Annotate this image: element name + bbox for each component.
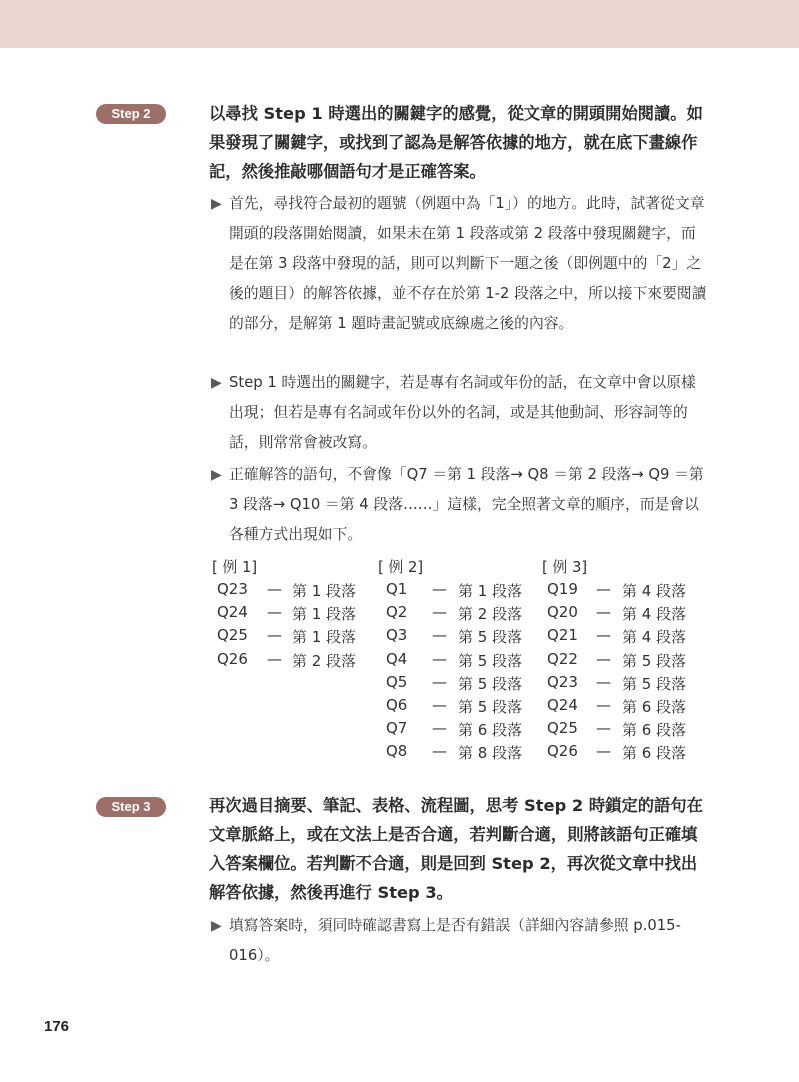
header-band bbox=[0, 0, 799, 48]
question-number: Q3 bbox=[386, 626, 408, 645]
paragraph-ref: 第 2 段落 bbox=[458, 605, 523, 624]
paragraph-ref: 第 5 段落 bbox=[458, 628, 523, 647]
step-2-badge: Step 2 bbox=[96, 104, 166, 124]
question-number: Q23 bbox=[547, 672, 578, 691]
dash: — bbox=[596, 580, 611, 598]
step-2-bullet-3 bbox=[211, 460, 707, 550]
paragraph-ref: 第 1 段落 bbox=[292, 605, 357, 624]
question-number: Q25 bbox=[217, 626, 248, 645]
triangle-right-icon: ▶ bbox=[211, 196, 222, 212]
question-number: Q2 bbox=[386, 603, 408, 622]
bullet-text: 首先，尋找符合最初的題號（例題中為「1」）的地方。此時，試著從文章開頭的段落開始閱讀，如果未在第 1 段落或第 2 段落中發現關鍵字，而是在第 3 段落中發現的話，則可以判斷下一題之後（即例題中的「2」之後的題目）的解答依據，並不存在於第 1-2 段落之中，所以接下來要閱讀的部分，是解第 1 題時畫記號或底線處之後的內容。 bbox=[229, 195, 707, 332]
question-number: Q26 bbox=[547, 742, 578, 761]
question-number: Q24 bbox=[547, 696, 578, 714]
paragraph-ref: 第 6 段落 bbox=[458, 721, 523, 740]
step-3-badge: Step 3 bbox=[96, 797, 166, 817]
paragraph-ref: 第 1 段落 bbox=[458, 582, 523, 600]
paragraph-ref: 第 1 段落 bbox=[292, 628, 357, 647]
question-number: Q4 bbox=[386, 649, 408, 668]
step-2-instruction: 以尋找 Step 1 時選出的關鍵字的感覺，從文章的開頭開始閱讀。如果發現了關鍵字，或找到了認為是解答依據的地方，就在底下畫線作記，然後推敲哪個語句才是正確答案。 bbox=[209, 104, 703, 181]
triangle-right-icon: ▶ bbox=[211, 918, 222, 934]
paragraph-ref: 第 4 段落 bbox=[622, 582, 687, 600]
question-number: Q8 bbox=[386, 742, 408, 761]
example-2-title: [ 例 2] bbox=[378, 559, 424, 576]
question-number: Q7 bbox=[386, 719, 408, 738]
question-number: Q21 bbox=[547, 626, 578, 645]
dash: — bbox=[267, 580, 282, 598]
example-3-title: [ 例 3] bbox=[542, 559, 588, 576]
dash: — bbox=[596, 719, 611, 738]
bullet-text: 填寫答案時，須同時確認書寫上是否有錯誤（詳細內容請參照 p.015-016）。 bbox=[229, 917, 681, 964]
dash: — bbox=[596, 626, 611, 645]
step-2-bullet-1 bbox=[211, 189, 707, 339]
bullet-text: Step 1 時選出的關鍵字，若是專有名詞或年份的話，在文章中會以原樣出現；但若是專有名詞或年份以外的名詞，或是其他動詞、形容詞等的話，則常常會被改寫。 bbox=[229, 374, 696, 451]
question-number: Q20 bbox=[547, 603, 578, 622]
question-number: Q23 bbox=[217, 580, 248, 598]
dash: — bbox=[596, 649, 611, 668]
dash: — bbox=[432, 719, 447, 738]
example-1-title: [ 例 1] bbox=[212, 559, 258, 576]
question-number: Q22 bbox=[547, 649, 578, 668]
dash: — bbox=[432, 696, 447, 714]
question-number: Q24 bbox=[217, 603, 248, 622]
page-number: 176 bbox=[44, 1018, 70, 1035]
dash: — bbox=[267, 626, 282, 645]
paragraph-ref: 第 5 段落 bbox=[458, 651, 523, 670]
question-number: Q5 bbox=[386, 672, 408, 691]
step-3-instruction: 再次過目摘要、筆記、表格、流程圖，思考 Step 2 時鎖定的語句在文章脈絡上，或在文法上是否合適，若判斷合適，則將該語句正確填入答案欄位。若判斷不合適，則是回到 Step 2，再次從文章中找出解答依據，然後再進行 Step 3。 bbox=[209, 796, 703, 902]
dash: — bbox=[596, 672, 611, 691]
question-number: Q6 bbox=[386, 696, 408, 714]
paragraph-ref: 第 8 段落 bbox=[458, 744, 523, 763]
dash: — bbox=[596, 603, 611, 622]
paragraph-ref: 第 4 段落 bbox=[622, 605, 687, 624]
dash: — bbox=[432, 649, 447, 668]
dash: — bbox=[267, 603, 282, 622]
triangle-right-icon: ▶ bbox=[211, 467, 222, 483]
paragraph-ref: 第 5 段落 bbox=[458, 674, 523, 693]
paragraph-ref: 第 6 段落 bbox=[622, 744, 687, 763]
dash: — bbox=[432, 672, 447, 691]
paragraph-ref: 第 5 段落 bbox=[458, 698, 523, 716]
bullet-text: 正確解答的語句，不會像「Q7 ＝第 1 段落→ Q8 ＝第 2 段落→ Q9 ＝第 3 段落→ Q10 ＝第 4 段落……」這樣，完全照著文章的順序，而是會以各種方式出現如下。 bbox=[229, 466, 704, 543]
dash: — bbox=[432, 626, 447, 645]
question-number: Q26 bbox=[217, 649, 248, 668]
dash: — bbox=[596, 696, 611, 714]
paragraph-ref: 第 5 段落 bbox=[622, 651, 687, 670]
question-number: Q19 bbox=[547, 580, 578, 598]
dash: — bbox=[432, 603, 447, 622]
dash: — bbox=[432, 742, 447, 761]
dash: — bbox=[596, 742, 611, 761]
dash: — bbox=[432, 580, 447, 598]
question-number: Q25 bbox=[547, 719, 578, 738]
step-3-bullet-1 bbox=[211, 911, 707, 971]
paragraph-ref: 第 2 段落 bbox=[292, 651, 357, 670]
triangle-right-icon: ▶ bbox=[211, 375, 222, 391]
question-number: Q1 bbox=[386, 580, 408, 598]
paragraph-ref: 第 6 段落 bbox=[622, 698, 687, 716]
paragraph-ref: 第 6 段落 bbox=[622, 721, 687, 740]
paragraph-ref: 第 1 段落 bbox=[292, 582, 357, 600]
paragraph-ref: 第 4 段落 bbox=[622, 628, 687, 647]
step-2-bullet-2 bbox=[211, 368, 707, 458]
dash: — bbox=[267, 649, 282, 668]
paragraph-ref: 第 5 段落 bbox=[622, 674, 687, 693]
